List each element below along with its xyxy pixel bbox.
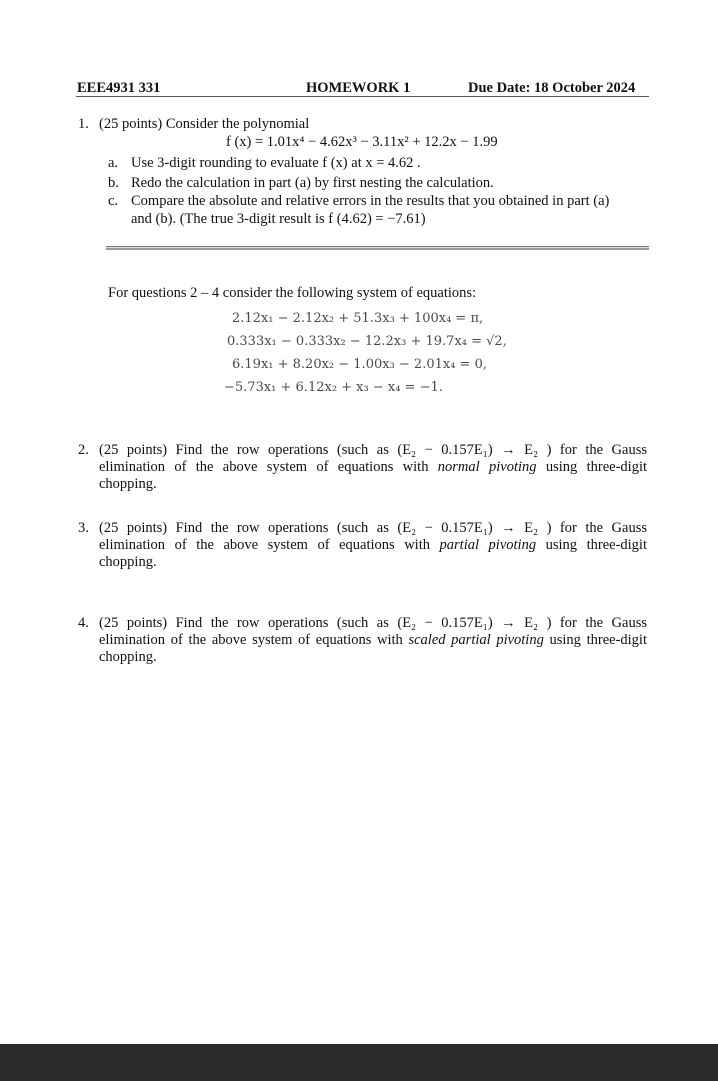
q2-number: 2. bbox=[78, 442, 89, 458]
q3-line2-b: using three-digit bbox=[536, 537, 647, 553]
q2-text bbox=[99, 442, 647, 493]
q1-part-c-line1: Compare the absolute and relative errors in the results that you obtained in part (a) bbox=[131, 193, 610, 209]
q2-line3: chopping. bbox=[99, 476, 157, 492]
course-code: EEE4931 331 bbox=[77, 80, 161, 96]
bottom-bar bbox=[0, 1044, 718, 1081]
q4-text bbox=[99, 615, 647, 666]
q3-text bbox=[99, 520, 647, 571]
q2-line2-b: using three-digit bbox=[536, 459, 647, 475]
equation-row: 0.333x₁ − 0.333x₂ − 12.2x₃ + 19.7x₄ = √2, bbox=[227, 334, 507, 349]
q3-line2-a: elimination of the above system of equations with bbox=[99, 537, 440, 553]
equation-row: 2.12x₁ − 2.12x₂ + 51.3x₃ + 100x₄ = π, bbox=[232, 311, 484, 326]
q4-line1: (25 points) Find the row operations (such as (E₂ − 0.157E₁) → E₂ ) for the Gauss bbox=[99, 615, 647, 631]
q4-line2-a: elimination of the above system of equations with bbox=[99, 632, 409, 648]
section-divider bbox=[106, 246, 649, 250]
q1-number: 1. bbox=[78, 116, 89, 132]
q1-part-c-label: c. bbox=[108, 193, 119, 209]
q4-number: 4. bbox=[78, 615, 89, 631]
equation-row: −5.73x₁ + 6.12x₂ + x₃ − x₄ = −1. bbox=[224, 380, 443, 395]
q3-line1: (25 points) Find the row operations (such as (E₂ − 0.157E₁) → E₂ ) for the Gauss bbox=[99, 520, 647, 536]
q1-part-a-label: a. bbox=[108, 155, 119, 171]
q2-line1: (25 points) Find the row operations (such as (E₂ − 0.157E₁) → E₂ ) for the Gauss bbox=[99, 442, 647, 458]
equation-row: 6.19x₁ + 8.20x₂ − 1.00x₃ − 2.01x₄ = 0, bbox=[232, 357, 487, 372]
page-title: HOMEWORK 1 bbox=[306, 80, 411, 96]
q1-polynomial: f (x) = 1.01x⁴ − 4.62x³ − 3.11x² + 12.2x − 1.99 bbox=[226, 134, 498, 150]
q4-line2-b: using three-digit bbox=[543, 632, 647, 648]
system-intro: For questions 2 – 4 consider the following system of equations: bbox=[108, 285, 477, 301]
q3-number: 3. bbox=[78, 520, 89, 536]
q4-line2 bbox=[99, 632, 647, 649]
q1-intro: (25 points) Consider the polynomial bbox=[99, 116, 310, 132]
due-date: Due Date: 18 October 2024 bbox=[468, 80, 636, 96]
header-rule bbox=[76, 96, 649, 97]
q1-part-a-text: Use 3-digit rounding to evaluate f (x) at x = 4.62 . bbox=[131, 155, 421, 171]
q4-pivot-type: scaled partial pivoting bbox=[408, 632, 544, 648]
q3-pivot-type: partial pivoting bbox=[439, 537, 537, 553]
q2-line2 bbox=[99, 459, 647, 476]
q3-line2 bbox=[99, 537, 647, 554]
q1-part-c-line2: and (b). (The true 3-digit result is f (4.62) = −7.61) bbox=[131, 211, 426, 227]
q3-line3: chopping. bbox=[99, 554, 157, 570]
q1-part-b-label: b. bbox=[108, 175, 119, 191]
q4-line3: chopping. bbox=[99, 649, 157, 665]
q2-line2-a: elimination of the above system of equations with bbox=[99, 459, 438, 475]
q2-pivot-type: normal pivoting bbox=[437, 459, 537, 475]
q1-part-b-text: Redo the calculation in part (a) by first nesting the calculation. bbox=[131, 175, 494, 191]
